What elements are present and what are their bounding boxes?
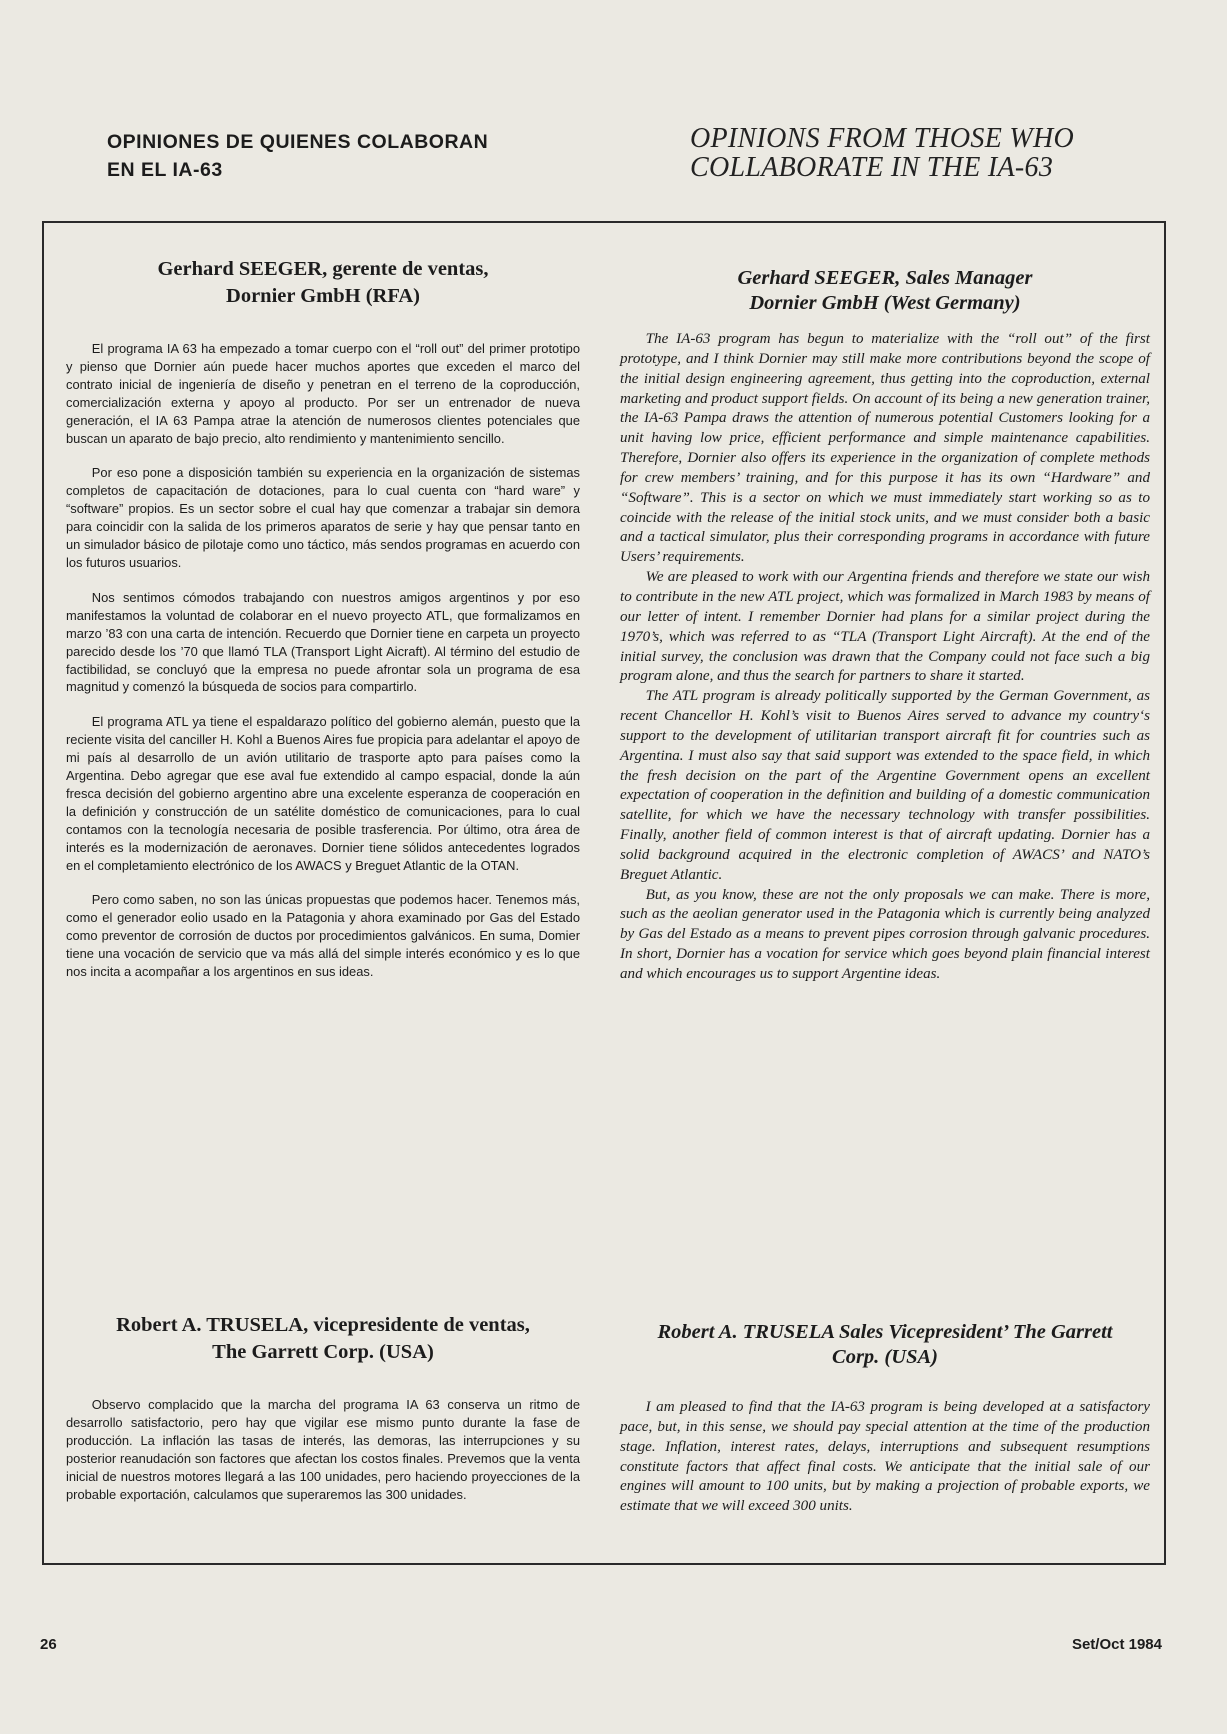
seeger-spanish-column [66, 256, 580, 998]
header-english [690, 124, 1170, 182]
page-number: 26 [40, 1636, 57, 1653]
trusela-spanish-paragraph: Observo complacido que la marcha del programa IA 63 conserva un ritmo de desarrollo satisfactorio, pero hay que vigilar ese mismo punto durante la fase de producción. La inflación las tasas de interés, las demoras, las interrupciones y su posterior reanudación son factores que afectan los costos finales. Prevemos que la venta inicial de nuestros motores llegará a las 100 unidades, pero haciendo proyecciones de la probable exportación, calculamos que superaremos las 300 unidades. [66, 1397, 580, 1502]
header-spanish [107, 128, 577, 184]
trusela-english-title-line-2: Corp. (USA) [832, 1346, 938, 1368]
seeger-english-column [620, 266, 1150, 985]
seeger-english-title [620, 266, 1150, 316]
header-english-line-2: COLLABORATE IN THE IA-63 [690, 152, 1054, 183]
seeger-spanish-paragraph: Nos sentimos cómodos trabajando con nuestros amigos argentinos y por eso manifestamos la voluntad de colaborar en el nuevo proyecto ATL, que formalizamos en marzo ’83 con una carta de intención. Recuerdo que Dornier tiene en carpeta un proyecto parecido desde los ’70 que llamó TLA (Transport Light Aicraft). Al término del estudio de factibilidad, se concluyó que la empresa no puede afrontar sola un programa de esa magnitud y comenzó la búsqueda de socios para compartirlo. [66, 589, 580, 695]
header-spanish-line-2: EN EL IA-63 [107, 159, 223, 181]
trusela-spanish-title-line-1: Robert A. TRUSELA, vicepresidente de ventas, [116, 1314, 530, 1336]
header-english-line-1: OPINIONS FROM THOSE WHO [690, 123, 1075, 154]
trusela-english-body [620, 1398, 1150, 1517]
header-spanish-line-1: OPINIONES DE QUIENES COLABORAN [107, 131, 489, 153]
seeger-spanish-paragraph: El programa IA 63 ha empezado a tomar cuerpo con el “roll out” del primer prototipo y pienso que Dornier aún puede hacer muchos aportes que exceden el marco del contrato inicial de ingeniería de diseño y penetran en el terreno de la coproducción, comercialización externa y apoyo al producto. Por ser un entrenador de nueva generación, el IA 63 Pampa atrae la atención de numerosos clientes potenciales que buscan un aparato de bajo precio, alto rendimiento y mantenimiento sencillo. [66, 341, 580, 446]
seeger-english-paragraph: The IA-63 program has begun to materialize with the “roll out” of the first prototype, and I think Dornier may still make more contributions beyond the scope of the initial design engineering agreement, thus getting into the coproduction, external marketing and product support fields. On account of its being a new generation trainer, the IA-63 Pampa draws the attention of numerous potential Customers looking for a unit having low price, efficient performance and simple maintenance capabilities. Therefore, Dornier also offers its experience in the organization of complete methods for crew members’ training, and for this purpose it has its own “Hardware” and “Software”. This is a sector on which we must immediately start working so as to coincide with the release of the initial stock units, and we must consider both a basic and a tactical simulator, plus their corresponding programs in accordance with future Users’ requirements. [620, 331, 1150, 566]
seeger-english-title-line-1: Gerhard SEEGER, Sales Manager [737, 267, 1033, 289]
seeger-spanish-body [66, 340, 580, 981]
issue-date: Set/Oct 1984 [1071, 1636, 1162, 1653]
trusela-english-paragraph: I am pleased to find that the IA-63 program is being developed at a satisfactory pace, but, in this sense, we should pay special attention at the time of the production stage. Inflation, interest rates, delays, interruptions and subsequent resumptions constitute factors that affect final costs. We anticipate that the initial sale of our engines will amount to 100 units, but by making a projection of probable exports, we estimate that we will exceed 300 units. [620, 1399, 1150, 1515]
seeger-english-title-line-2: Dornier GmbH (West Germany) [749, 292, 1021, 314]
seeger-english-paragraph: We are pleased to work with our Argentina friends and therefore we state our wish to contribute in the new ATL project, which was formalized in March 1983 by means of our letter of intent. I remember Dornier had plans for a similar project during the 1970’s, which was referred to as “TLA (Transport Light Aircraft). At the end of the initial survey, the conclusion was drawn that the Company could not face such a big program alone, and thus the search for partners to share it started. [620, 569, 1150, 685]
trusela-spanish-title-line-2: The Garrett Corp. (USA) [212, 1341, 434, 1363]
trusela-english-title [620, 1320, 1150, 1370]
seeger-spanish-paragraph: Pero como saben, no son las únicas propuestas que podemos hacer. Tenemos más, como el generador eolio usado en la Patagonia y ahora examinado por Gas del Estado como preventor de corrosión de ductos por procedimientos galvánicos. En suma, Domier tiene una vocación de servicio que va más allá del simple interés económico y es lo que nos incita a acompañar a los argentinos en sus ideas. [66, 892, 580, 980]
trusela-spanish-column [66, 1312, 580, 1520]
seeger-english-paragraph: The ATL program is already politically supported by the German Government, as recent Chancellor H. Kohl’s visit to Buenos Aires served to advance my country‘s support to the development of utilitarian transport aircraft fit for countries such as Argentina. I must also say that said support was extended to the space field, in which the fresh decision on the part of the Argentine Government opens an excellent expectation of cooperation in the definition and building of a domestic communication satellite, for which we have the necessary technology with transfer possibilities. Finally, another field of common interest is that of aircraft updating. Dornier has a solid background acquired in the electronic completion of AWACS’ and NATO’s Breguet Atlantic. [620, 688, 1150, 883]
trusela-spanish-title [66, 1312, 580, 1366]
seeger-spanish-title [66, 256, 580, 310]
seeger-english-paragraph: But, as you know, these are not the only proposals we can make. There is more, such as the aeolian generator used in the Patagonia which is currently being analyzed by Gas del Estado as a means to prevent pipes corrosion through galvanic procedures. In short, Dornier has a vocation for service which goes beyond plain financial interest and which encourages us to support Argentine ideas. [620, 886, 1150, 982]
seeger-english-body [620, 330, 1150, 985]
trusela-english-column [620, 1320, 1150, 1517]
seeger-spanish-title-line-1: Gerhard SEEGER, gerente de ventas, [157, 258, 489, 280]
seeger-spanish-title-line-2: Dornier GmbH (RFA) [226, 285, 420, 307]
seeger-spanish-paragraph: El programa ATL ya tiene el espaldarazo político del gobierno alemán, puesto que la reciente visita del canciller H. Kohl a Buenos Aires fue propicia para adelantar el apoyo de mi país al desarrollo de un avión utilitario de trasporte apto para países como la Argentina. Debo agregar que ese aval fue extendido al campo espacial, donde la aún fresca decisión del gobierno argentino abre una excelente esperanza de cooperación en la definición y construcción de un satélite doméstico de comunicaciones, para lo cual contamos con la tecnología necesaria de posible trasferencia. Por último, otra área de interés es la modernización de aeronaves. Dornier tiene sólidos antecedentes logrados en el completamiento electrónico de los AWACS y Breguet Atlantic de la OTAN. [66, 714, 580, 873]
seeger-spanish-paragraph: Por eso pone a disposición también su experiencia en la organización de sistemas completos de capacitación de dotaciones, para lo cual cuenta con “hard ware” y “software” propios. Es un sector sobre el cual hay que comenzar a trabajar sin demora para coincidir con la salida de los primeros aparatos de serie y hay que pensar tanto en un simulador básico de pilotaje como uno táctico, más sendos programas en acuerdo con los futuros usuarios. [66, 465, 580, 570]
trusela-english-title-line-1: Robert A. TRUSELA Sales Vicepresident’ The Garrett [657, 1321, 1113, 1343]
trusela-spanish-body [66, 1396, 580, 1503]
